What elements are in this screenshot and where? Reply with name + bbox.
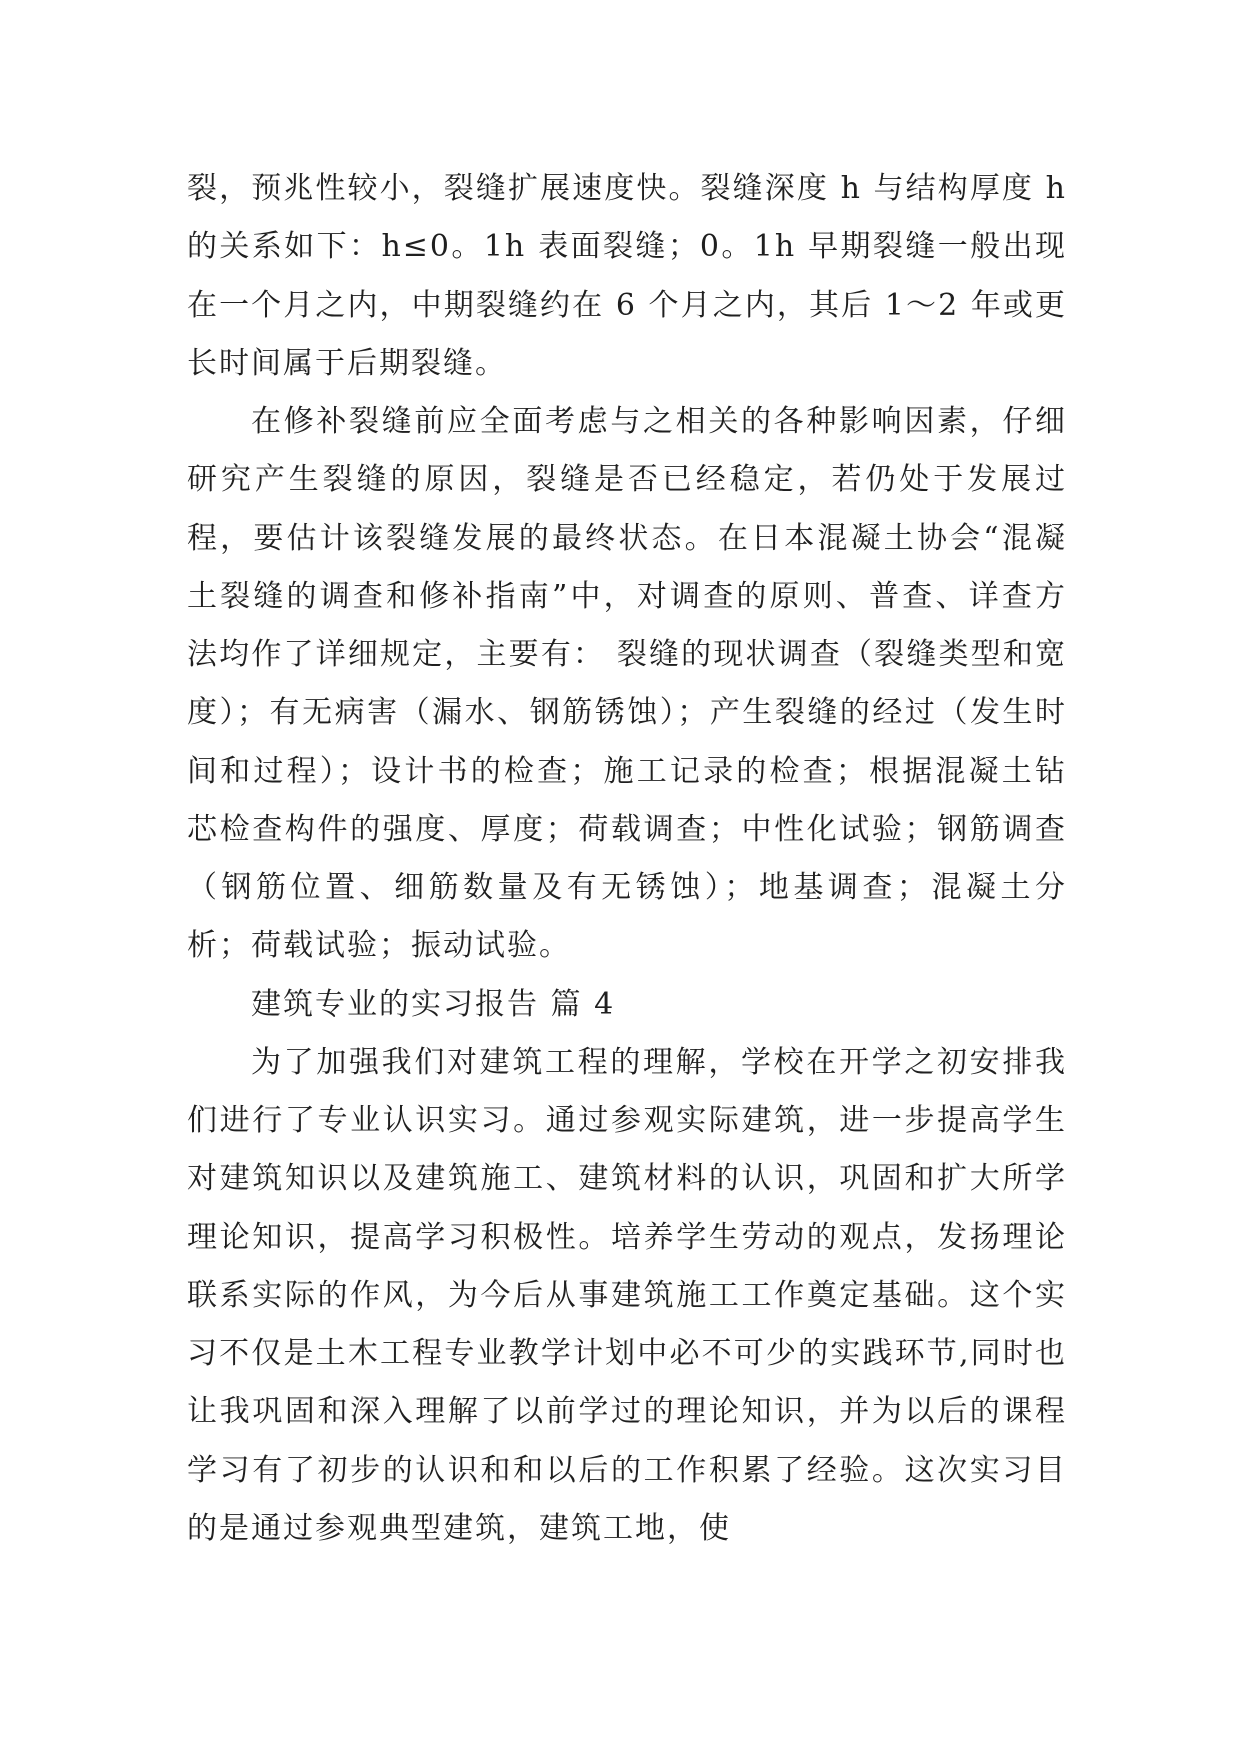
section-heading: 建筑专业的实习报告 篇 4 — [251, 986, 616, 1022]
paragraph-2: 在修补裂缝前应全面考虑与之相关的各种影响因素，仔细研究产生裂缝的原因，裂缝是否已经稳定，若仍处于发展过程，要估计该裂缝发展的最终状态。在日本混凝土协会“混凝土裂缝的调查和修补指南”中，对调查的原则、普查、详查方法均作了详细规定，主要有： 裂缝的现状调查（裂缝类型和宽度）；有无病害（漏水、钢筋锈蚀）；产生裂缝的经过（发生时间和过程）；设计书的检查；施工记录的检查；根据混凝土钻芯检查构件的强度、厚度；荷载调查；中性化试验；钢筋调查（钢筋位置、细筋数量及有无锈蚀）；地基调查；混凝土分析；荷载试验；振动试验。 — [187, 404, 1067, 964]
paragraph-3: 为了加强我们对建筑工程的理解，学校在开学之初安排我们进行了专业认识实习。通过参观实际建筑，进一步提高学生对建筑知识以及建筑施工、建筑材料的认识，巩固和扩大所学理论知识，提高学习积极性。培养学生劳动的观点，发扬理论联系实际的作风，为今后从事建筑施工工作奠定基础。这个实习不仅是土木工程专业教学计划中必不可少的实践环节,同时也让我巩固和深入理解了以前学过的理论知识，并为以后的课程学习有了初步的认识和和以后的工作积累了经验。这次实习目的是通过参观典型建筑，建筑工地，使 — [187, 1044, 1067, 1546]
document-body — [187, 160, 1067, 1558]
paragraph-1: 裂，预兆性较小，裂缝扩展速度快。裂缝深度 h 与结构厚度 h 的关系如下：h≤0。1h 表面裂缝；0。1h 早期裂缝一般出现在一个月之内，中期裂缝约在 6 个月之内，其后 1～2 年或更长时间属于后期裂缝。 — [187, 171, 1067, 381]
